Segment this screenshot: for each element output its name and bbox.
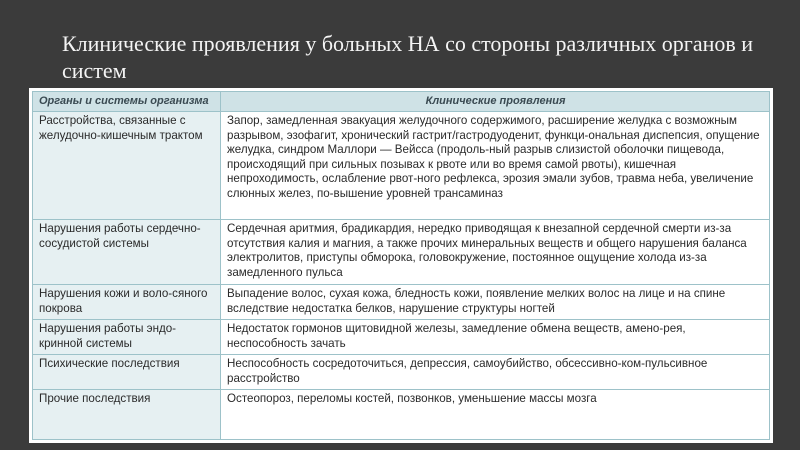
- manifestation-cell: Сердечная аритмия, брадикардия, нередко приводящая к внезапной сердечной смерти из-за отсутствия калия и магния, а также прочих минеральных веществ и общего нарушения баланса электролитов, приступы обморока, головокружение, постоянное ощущение холода из-за замедленного пульса: [221, 220, 770, 285]
- table-row: [33, 112, 770, 220]
- slide-title: Клинические проявления у больных НА со стороны различных органов и систем: [62, 31, 754, 83]
- organ-cell: Нарушения работы эндо-кринной системы: [33, 320, 221, 355]
- organ-cell: Нарушения кожи и воло-сяного покрова: [33, 285, 221, 320]
- table-row: [33, 285, 770, 320]
- organ-cell: Прочие последствия: [33, 390, 221, 440]
- manifestation-cell: Остеопороз, переломы костей, позвонков, уменьшение массы мозга: [221, 390, 770, 440]
- organ-cell: Расстройства, связанные с желудочно-кишечным трактом: [33, 112, 221, 220]
- table-row: [33, 220, 770, 285]
- manifestation-cell: Недостаток гормонов щитовидной железы, замедление обмена веществ, амено-рея, неспособность зачать: [221, 320, 770, 355]
- table-row: [33, 355, 770, 390]
- manifestation-cell: Неспособность сосредоточиться, депрессия, самоубийство, обсессивно-ком-пульсивное расстройство: [221, 355, 770, 390]
- header-manifestations: Клинические проявления: [221, 92, 770, 112]
- manifestation-cell: Выпадение волос, сухая кожа, бледность кожи, появление мелких волос на лице и на спине вследствие недостатка белков, нарушение структуры ногтей: [221, 285, 770, 320]
- organ-cell: Нарушения работы сердечно-сосудистой системы: [33, 220, 221, 285]
- manifestation-cell: Запор, замедленная эвакуация желудочного содержимого, расширение желудка с возможным разрывом, эзофагит, хронический гастрит/гастродуоденит, функци-ональная диспепсия, опущение желудка, синдром Маллори — Вейсса (продоль-ный разрыв слизистой оболочки пищевода, происходящий при сильных позывах к рвоте или во время самой рвоты), кишечная непроходимость, ослабление рвот-ного рефлекса, эрозия эмали зубов, травма неба, увеличение слюнных желез, по-вышение уровней трансаминаз: [221, 112, 770, 220]
- table-row: [33, 320, 770, 355]
- organ-cell: Психические последствия: [33, 355, 221, 390]
- header-organs: Органы и системы организма: [33, 92, 221, 112]
- table-header-row: [33, 92, 770, 112]
- manifestations-table-frame: [29, 88, 773, 443]
- table-row: [33, 390, 770, 440]
- manifestations-table: [32, 91, 770, 440]
